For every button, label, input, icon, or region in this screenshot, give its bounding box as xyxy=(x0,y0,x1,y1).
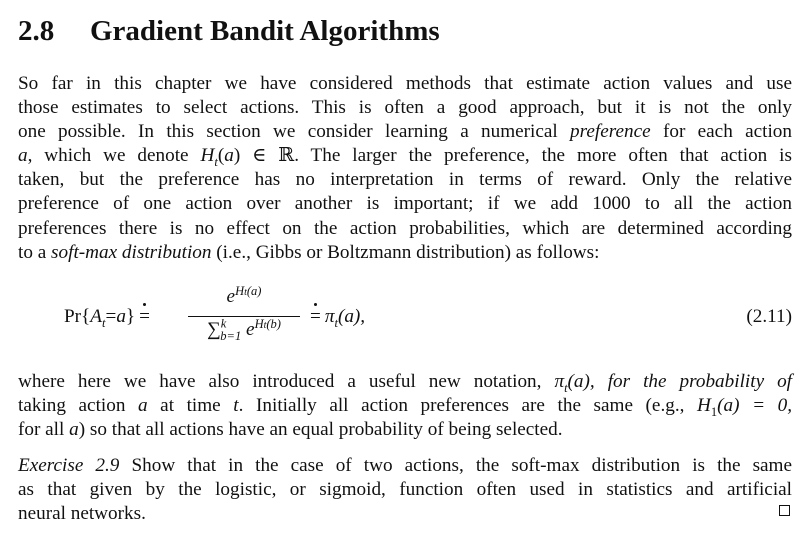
qed-box-icon xyxy=(779,505,790,516)
text-line: those estimates to select actions. This is often a good approach, but it is not the only xyxy=(18,97,792,119)
text-line: Exercise 2.9 Show that in the case of two actions, the soft-max distribution is the same xyxy=(18,455,793,476)
emphasis-preference: preference xyxy=(570,121,651,143)
fraction-numerator: $e^{Ht(a)}$ xyxy=(226,283,262,307)
section-title: Gradient Bandit Algorithms xyxy=(90,15,440,47)
section-heading xyxy=(18,14,440,48)
text-line: neural networks. xyxy=(18,503,146,525)
text-line: So far in this chapter we have considered methods that estimate action values and use xyxy=(18,73,792,94)
paragraph-notation xyxy=(18,370,792,442)
equation-softmax xyxy=(18,283,792,348)
equation-rhs: = $\pi_t(a)$, xyxy=(310,306,366,330)
section-number: 2.8 xyxy=(18,15,55,47)
emphasis-softmax: soft-max distribution xyxy=(51,241,212,263)
dot-equals-symbol: = xyxy=(139,306,150,327)
fraction-bar xyxy=(188,316,300,317)
text-line: for all a) so that all actions have an equal probability of being selected. xyxy=(18,419,563,441)
text-line: to a soft-max distribution (i.e., Gibbs or Boltzmann distribution) as follows: xyxy=(18,241,600,263)
paragraph-softmax-intro xyxy=(18,72,792,265)
exercise-block xyxy=(18,454,792,526)
exercise-label: Exercise 2.9 xyxy=(18,455,120,476)
equation-lhs: $Pr\{A_t=a\}$ = xyxy=(64,306,150,330)
text-line: where here we have also introduced a useful new notation, $\pi_t(a)$, for the probability of xyxy=(18,371,793,395)
sum-symbol: ∑ xyxy=(207,319,221,340)
text-line: preference of one action over another is important; if we add 1000 to all the action xyxy=(18,193,792,215)
text-line: taking action a at time t. Initially all action preferences are the same (e.g., $H_1(a) = 0$, xyxy=(18,395,792,419)
text-line: a, which we denote $H_t(a)$ ∈ ℝ. The larger the preference, the more often that action is xyxy=(18,145,792,170)
text-line: one possible. In this section we consider learning a numerical preference for each action xyxy=(18,121,792,143)
dot-equals-symbol: = xyxy=(310,306,321,327)
equation-number: (2.11) xyxy=(746,306,792,327)
text-line: as that given by the logistic, or sigmoid, function often used in statistics and artificial xyxy=(18,479,792,501)
equation-fraction xyxy=(188,283,300,348)
text-line: taken, but the preference has no interpretation in terms of reward. Only the relative xyxy=(18,169,792,191)
text-line: preferences there is no effect on the action probabilities, which are determined according xyxy=(18,217,792,239)
fraction-denominator: ∑$^k_{b=1}$ $e^{Ht(b)}$ xyxy=(207,316,281,343)
page xyxy=(18,0,792,537)
